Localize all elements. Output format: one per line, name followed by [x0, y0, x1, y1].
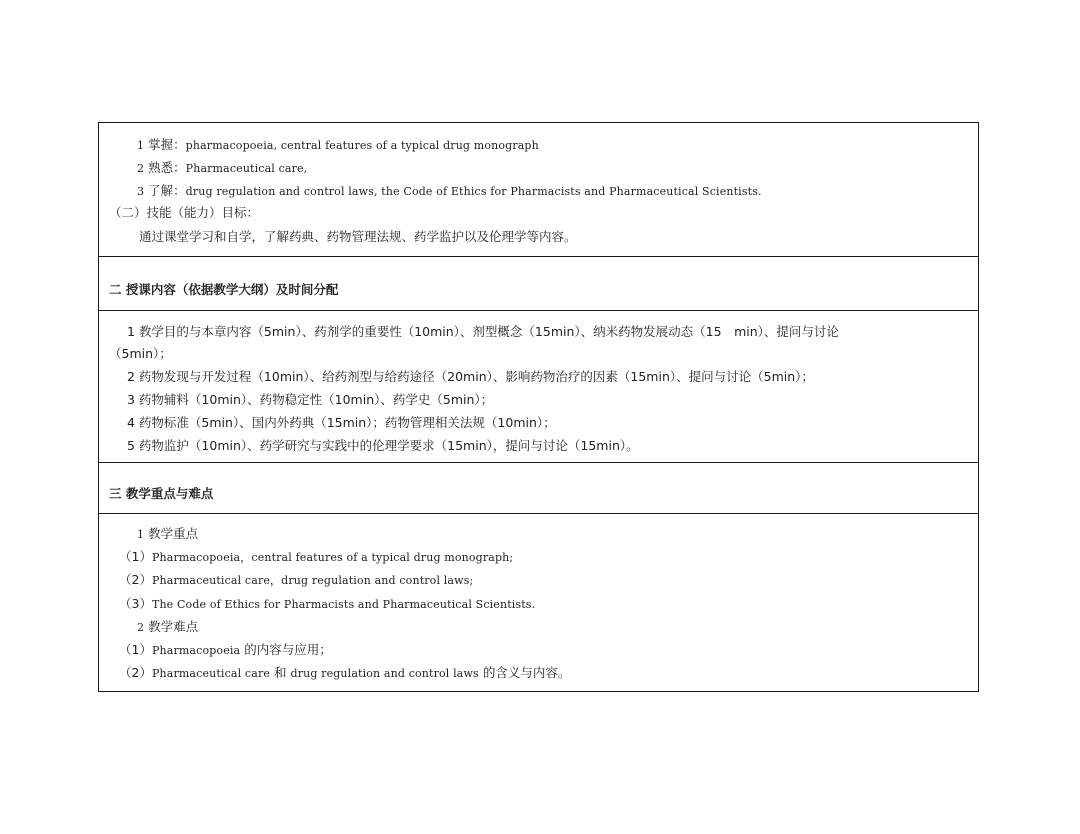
item-text-cn: 的内容与应用；	[244, 642, 332, 657]
difficulty-item	[119, 640, 332, 658]
item-number: 2	[137, 621, 145, 634]
teaching-content-section	[99, 310, 978, 462]
content-line: （5min）；	[109, 346, 172, 361]
item-number: 2	[137, 162, 145, 175]
item-number: 3	[137, 185, 145, 198]
objective-label: 掌握：	[148, 137, 186, 152]
item-text-en: drug regulation and control laws	[290, 667, 479, 680]
subheading-label: 教学重点	[148, 526, 199, 541]
teaching-content-header	[99, 256, 978, 310]
item-text: Pharmaceutical care，drug regulation and control laws;	[151, 574, 474, 587]
objective-text: drug regulation and control laws, the Code of Ethics for Pharmacists and Pharmaceutical Scientists.	[185, 185, 762, 198]
item-text: Pharmacopoeia，central features of a typical drug monograph;	[151, 551, 514, 564]
content-line: 1 教学目的与本章内容（5min）、药剂学的重要性（10min）、剂型概念（15min）、纳米药物发展动态（15 min）、提问与讨论	[127, 324, 839, 339]
key-point-item	[119, 570, 473, 588]
content-line: 5 药物监护（10min）、药学研究与实践中的伦理学要求（15min），提问与讨论（15min）。	[127, 438, 639, 453]
key-points-section	[99, 513, 978, 691]
item-prefix: （2）	[119, 665, 152, 680]
section-heading: 二 授课内容（依据教学大纲）及时间分配	[109, 282, 339, 297]
difficulty-item	[119, 663, 570, 681]
objective-label: 了解：	[148, 183, 186, 198]
item-prefix: （3）	[119, 596, 152, 611]
key-points-header	[99, 462, 978, 513]
content-line: 4 药物标准（5min）、国内外药典（15min）；药物管理相关法规（10min）；	[127, 415, 556, 430]
skills-text: 通过课堂学习和自学，了解药典、药物管理法规、药学监护以及伦理学等内容。	[139, 229, 577, 244]
item-number: 1	[137, 528, 145, 541]
difficulties-subheading	[137, 617, 198, 635]
skills-heading: （二）技能（能力）目标：	[109, 205, 260, 220]
syllabus-table	[98, 122, 979, 692]
content-line: 3 药物辅料（10min）、药物稳定性（10min）、药学史（5min）；	[127, 392, 494, 407]
item-text: The Code of Ethics for Pharmacists and Pharmaceutical Scientists.	[151, 598, 536, 611]
item-text-cn: 的含义与内容。	[482, 665, 571, 680]
objective-text: Pharmaceutical care,	[185, 162, 308, 175]
key-points-subheading	[137, 524, 198, 542]
item-text-cn: 和	[274, 665, 287, 680]
subheading-label: 教学难点	[148, 619, 199, 634]
objective-text: pharmacopoeia, central features of a typical drug monograph	[185, 139, 539, 152]
objective-label: 熟悉：	[148, 160, 186, 175]
item-number: 1	[137, 139, 145, 152]
item-text-en: Pharmaceutical care	[151, 667, 271, 680]
key-point-item	[119, 547, 513, 565]
objective-familiar-line	[137, 158, 307, 176]
item-prefix: （1）	[119, 642, 152, 657]
item-text-en: Pharmacopoeia	[151, 644, 241, 657]
objectives-section	[99, 123, 978, 256]
section-heading: 三 教学重点与难点	[109, 486, 214, 501]
objective-understand-line	[137, 181, 762, 199]
item-prefix: （1）	[119, 549, 152, 564]
item-prefix: （2）	[119, 572, 152, 587]
objective-master-line	[137, 135, 539, 153]
key-point-item	[119, 594, 535, 612]
content-line: 2 药物发现与开发过程（10min）、给药剂型与给药途径（20min）、影响药物治疗的因素（15min）、提问与讨论（5min）；	[127, 369, 814, 384]
